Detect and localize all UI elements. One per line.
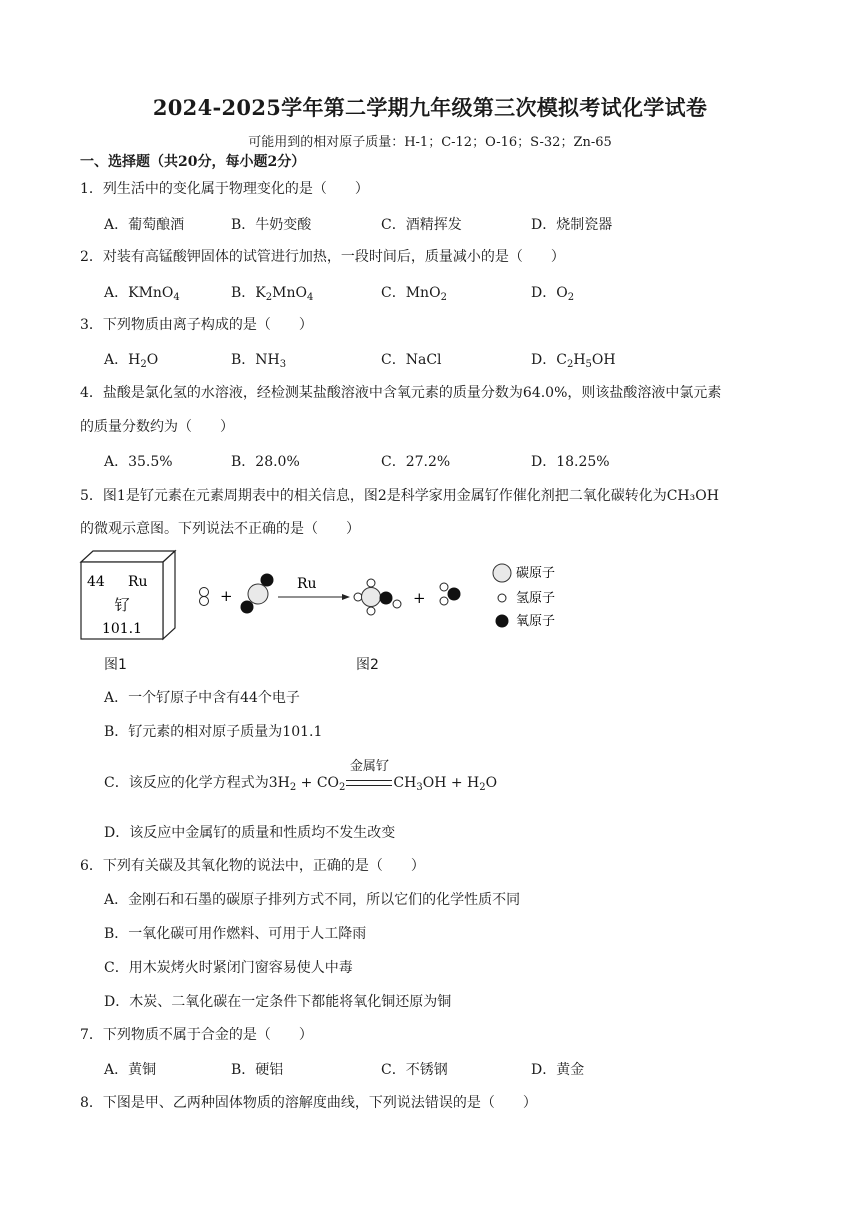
question-5-option-b: B．钌元素的相对原子质量为101.1 [104, 724, 323, 740]
element-symbol: Ru [128, 574, 148, 590]
question-8-stem: 8．下图是甲、乙两种固体物质的溶解度曲线，下列说法错误的是（ ） [80, 1095, 537, 1111]
catalyst-label: Ru [297, 576, 317, 592]
question-2-stem: 2．对装有高锰酸钾固体的试管进行加热，一段时间后，质量减小的是（ ） [80, 249, 565, 265]
question-6-option-c: C．用木炭烤火时紧闭门窗容易使人中毒 [104, 960, 353, 976]
option-d: D．$C_2H_5OH$ [531, 352, 616, 370]
question-6-option-a: A．金刚石和石墨的碳原子排列方式不同，所以它们的化学性质不同 [104, 892, 521, 908]
option-d: D．18.25% [531, 454, 610, 470]
atomic-mass: 101.1 [101, 621, 143, 637]
question-6-option-d: D．木炭、二氧化碳在一定条件下都能将氧化铜还原为铜 [104, 994, 452, 1010]
option-a: A．黄铜 [104, 1062, 157, 1078]
option-a: A．KMnO$_4$ [104, 285, 180, 303]
atomic-mass-note: 可能用到的相对原子质量：H-1；C-12；O-16；S-32；Zn-65 [248, 135, 612, 150]
option-b: B．$K_2MnO_4$ [231, 285, 314, 303]
figure-2-caption: 图2 [356, 657, 379, 673]
option-a: A．$H_2O$ [104, 352, 159, 370]
plus-sign-2: + [413, 589, 426, 607]
question-5-option-d: D．该反应中金属钌的质量和性质均不发生改变 [104, 825, 396, 841]
question-5-stem-line1: 5．图1是钌元素在元素周期表中的相关信息，图2是科学家用金属钌作催化剂把二氧化碳转化为CH₃OH [80, 488, 719, 504]
figure-1-element-cell [78, 548, 188, 643]
water-molecule [440, 583, 461, 605]
atom-legend [493, 564, 555, 629]
question-6-option-b: B．一氧化碳可用作燃料、可用于人工降雨 [104, 926, 367, 942]
option-b: B．硬铝 [231, 1062, 284, 1078]
option-b: B．28.0% [231, 454, 300, 470]
option-c: C．MnO$_2$ [381, 285, 447, 303]
legend-hydrogen: 氢原子 [516, 591, 556, 606]
question-1-stem: 1．列生活中的变化属于物理变化的是（ ） [80, 181, 369, 197]
reaction-condition: 金属钌 [345, 775, 393, 791]
option-d: D．$O_2$ [531, 285, 575, 303]
legend-carbon: 碳原子 [516, 566, 556, 581]
methanol-molecule [354, 579, 401, 615]
option-c: C．不锈钢 [381, 1062, 448, 1078]
legend-oxygen-symbol [496, 615, 509, 628]
figure-1-caption: 图1 [104, 657, 127, 673]
figure-2-reaction-diagram [190, 548, 570, 643]
option-a: A．葡萄酿酒 [104, 217, 185, 233]
option-c: C．NaCl [381, 352, 442, 368]
question-4-stem-line1: 4．盐酸是氯化氢的水溶液，经检测某盐酸溶液中含氧元素的质量分数为64.0%，则该盐酸溶液中氯元素 [80, 385, 722, 401]
option-c: C．27.2% [381, 454, 451, 470]
option-c: C．酒精挥发 [381, 217, 462, 233]
question-4-stem-line2: 的质量分数约为（ ） [80, 419, 234, 435]
cube-side [163, 551, 175, 639]
element-name: 钌 [114, 596, 130, 614]
question-6-stem: 6．下列有关碳及其氧化物的说法中，正确的是（ ） [80, 858, 425, 874]
question-5-stem-line2: 的微观示意图。下列说法不正确的是（ ） [80, 521, 360, 537]
carbon-dioxide-molecule [241, 574, 274, 614]
question-3-stem: 3．下列物质由离子构成的是（ ） [80, 317, 313, 333]
option-a: A．35.5% [104, 454, 173, 470]
legend-oxygen: 氧原子 [516, 614, 556, 629]
option-d: D．烧制瓷器 [531, 217, 613, 233]
option-b: B．$NH_3$ [231, 352, 287, 370]
cube-top [81, 551, 175, 562]
legend-hydrogen-symbol [498, 594, 506, 602]
exam-title: 2024-2025学年第二学期九年级第三次模拟考试化学试卷 [152, 95, 708, 120]
option-b: B．牛奶变酸 [231, 217, 312, 233]
section-heading-choice: 一、选择题（共20分，每小题2分） [80, 154, 306, 170]
question-5-option-c: C．该反应的化学方程式为$3H_2 + CO_2$ 金属钌 $CH_3OH + H_2O$ [104, 759, 498, 793]
plus-sign-1: + [220, 587, 233, 605]
arrow-head [342, 594, 350, 600]
hydrogen-molecule [200, 588, 209, 606]
option-d: D．黄金 [531, 1062, 585, 1078]
question-5-option-a: A．一个钌原子中含有44个电子 [104, 690, 300, 706]
question-7-stem: 7．下列物质不属于合金的是（ ） [80, 1027, 313, 1043]
atomic-number: 44 [87, 574, 105, 590]
legend-carbon-symbol [493, 564, 511, 582]
